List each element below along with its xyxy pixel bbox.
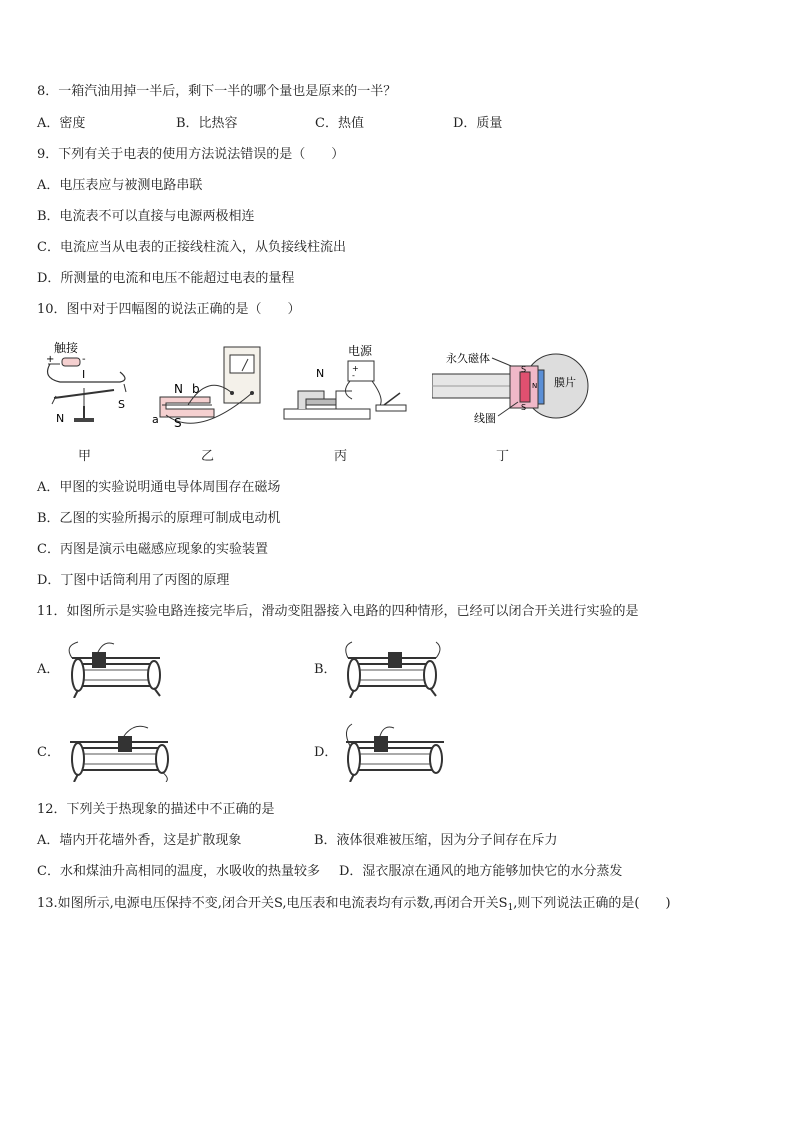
- fig-ding-label-n: N: [532, 382, 538, 390]
- q12-option-a: A．墙内开花墙外香，这是扩散现象: [37, 833, 242, 848]
- figure-yi-induction: [148, 343, 268, 431]
- fig-ding-label-s2: S: [521, 403, 527, 412]
- fig-bing-label-top: 电源: [348, 344, 373, 358]
- q12-option-d: D．湿衣服凉在通风的地方能够加快它的水分蒸发: [339, 864, 623, 879]
- fig-ding-label-magnet: 永久磁体: [446, 352, 490, 365]
- fig-yi-label-n: N: [174, 382, 183, 396]
- fig-yi-label-b: b: [192, 382, 200, 396]
- figure-ding-microphone: [432, 340, 592, 432]
- fig-jia-label-i: I: [82, 368, 86, 381]
- q10-stem: 10．图中对于四幅图的说法正确的是（ ）: [37, 302, 301, 317]
- q9-option-c: C．电流应当从电表的正接线柱流入，从负接线柱流出: [37, 240, 346, 255]
- q12-option-c: C．水和煤油升高相同的温度，水吸收的热量较多: [37, 864, 320, 879]
- fig-ding-label-film: 膜片: [554, 376, 576, 389]
- q11-rheostat-c: [64, 722, 176, 782]
- fig-yi-label-s: S: [174, 416, 182, 430]
- fig-jia-label-s: S: [118, 398, 125, 411]
- fig-ding-caption: 丁: [496, 449, 510, 464]
- fig-yi-label-a: a: [152, 413, 159, 426]
- fig-ding-label-coil: 线圈: [474, 412, 496, 425]
- q11-rheostat-b: [340, 640, 444, 698]
- q11-option-a-label: A．: [37, 662, 60, 677]
- svg-text:-: -: [352, 371, 355, 380]
- q9-stem: 9．下列有关于电表的使用方法说法错误的是（ ）: [37, 147, 345, 162]
- fig-yi-caption: 乙: [201, 449, 215, 464]
- fig-bing-caption: 丙: [334, 449, 348, 464]
- q11-option-d-label: D．: [314, 745, 338, 760]
- fig-jia-label-top: 触接: [54, 341, 79, 355]
- q9-option-a: A．电压表应与被测电路串联: [37, 178, 203, 193]
- q8-option-a: A．密度: [37, 116, 86, 131]
- q12-option-b: B．液体很难被压缩，因为分子间存在斥力: [314, 833, 558, 848]
- q8-option-c: C．热值: [315, 116, 364, 131]
- q10-option-c: C．丙图是演示电磁感应现象的实验装置: [37, 542, 268, 557]
- fig-jia-plus: +: [46, 354, 55, 365]
- fig-jia-label-n: N: [56, 412, 65, 425]
- figure-jia-oersted: [40, 338, 140, 430]
- svg-text:+: +: [352, 364, 359, 373]
- fig-jia-caption: 甲: [78, 449, 92, 464]
- q10-option-d: D．丁图中话筒利用了丙图的原理: [37, 573, 230, 588]
- q10-option-b: B．乙图的实验所揭示的原理可制成电动机: [37, 511, 281, 526]
- q11-stem: 11．如图所示是实验电路连接完毕后，滑动变阻器接入电路的四种情形，已经可以闭合开关进行实验的是: [37, 604, 639, 619]
- q11-option-b-label: B．: [314, 662, 337, 677]
- q11-option-c-label: C．: [37, 745, 60, 760]
- q8-stem: 8．一箱汽油用掉一半后，剩下一半的哪个量也是原来的一半？: [37, 84, 397, 99]
- q9-option-d: D．所测量的电流和电压不能超过电表的量程: [37, 271, 295, 286]
- figure-bing-motor: [280, 343, 410, 429]
- q13-stem-part-a: 13.如图所示,电源电压保持不变,闭合开关S,电压表和电流表均有示数,再闭合开关S: [37, 896, 508, 911]
- q10-option-a: A．甲图的实验说明通电导体周围存在磁场: [37, 480, 281, 495]
- q13-stem-part-b: ,则下列说法正确的是( ): [513, 896, 671, 911]
- q11-rheostat-d: [340, 720, 450, 782]
- q12-stem: 12．下列关于热现象的描述中不正确的是: [37, 802, 275, 817]
- fig-ding-label-s1: S: [521, 365, 527, 374]
- q8-option-d: D．质量: [453, 116, 503, 131]
- q13-stem: [37, 896, 671, 916]
- fig-bing-label-n: N: [316, 367, 325, 380]
- fig-jia-minus: -: [82, 354, 86, 365]
- q11-rheostat-a: [64, 640, 168, 698]
- q9-option-b: B．电流表不可以直接与电源两极相连: [37, 209, 255, 224]
- q8-option-b: B．比热容: [176, 116, 238, 131]
- q13-subscript: 1: [507, 903, 514, 913]
